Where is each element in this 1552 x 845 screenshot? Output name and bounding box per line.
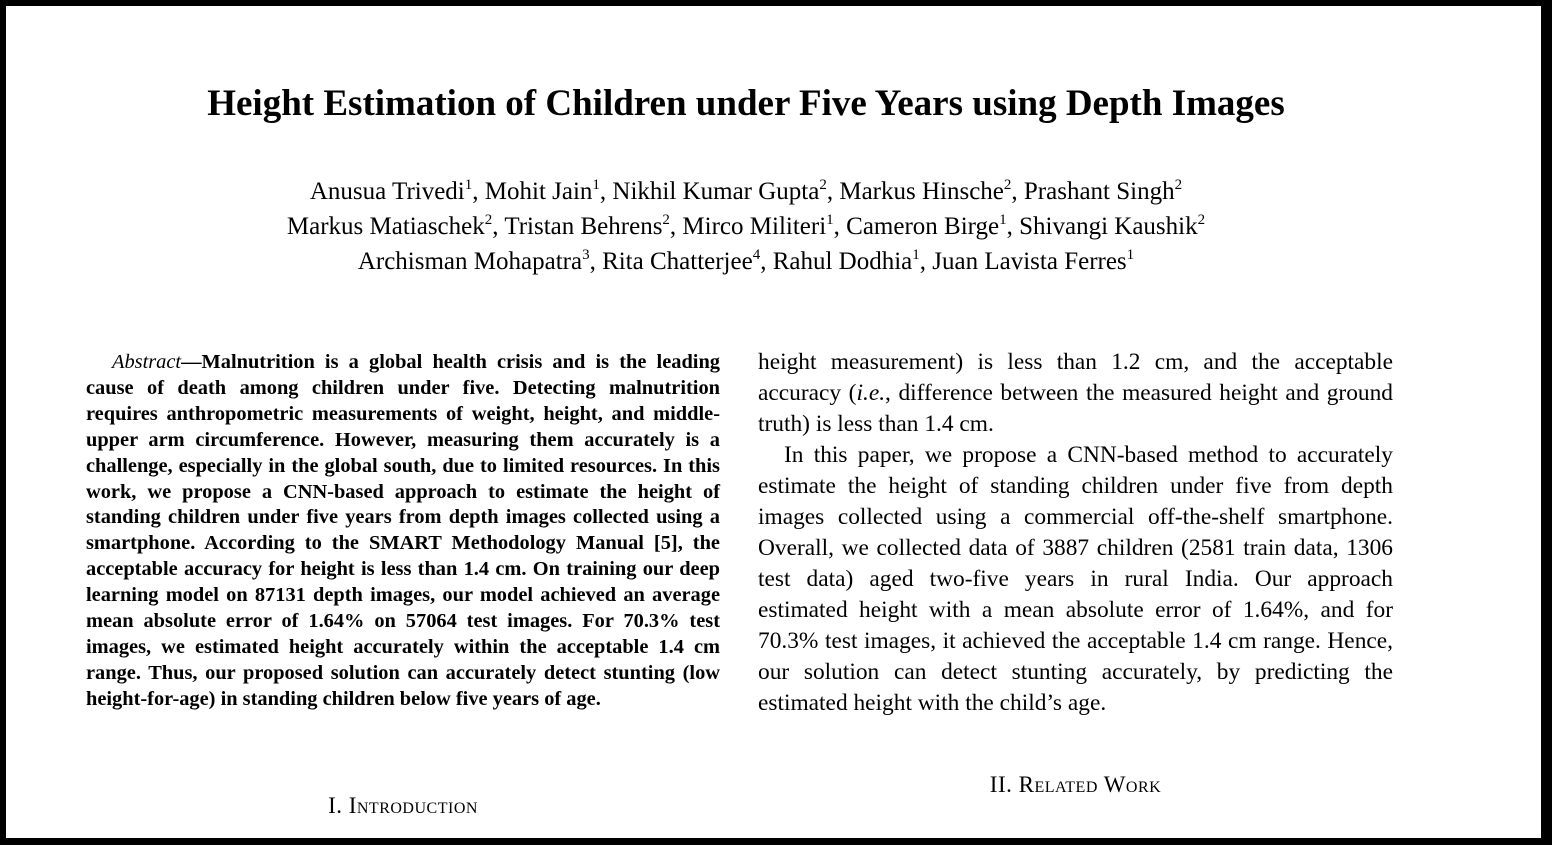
author-affiliation: 1 (999, 212, 1007, 228)
section-heading-related-work: II. Related Work (989, 772, 1162, 797)
author-affiliation: 2 (484, 212, 493, 228)
author-affiliation: 1 (912, 247, 920, 263)
author-separator: , (833, 213, 847, 240)
author-affiliation: 3 (582, 247, 590, 263)
author-separator: , (472, 178, 485, 205)
author-affiliation: 1 (826, 212, 834, 228)
author-affiliation: 2 (662, 212, 670, 228)
author-affiliation: 2 (1174, 177, 1183, 193)
author-separator: , (589, 248, 603, 275)
author-affiliation: 2 (819, 177, 827, 193)
right-column (758, 347, 1393, 719)
author-line (6, 244, 1486, 279)
author-separator: , (826, 178, 840, 205)
abstract-paragraph (86, 350, 720, 713)
abstract-text: Malnutrition is a global health crisis and is the leading cause of death among children under five. Detecting malnutrition requires anthropometric measurements of weight, height, and middle-upper arm circumference. However, measuring them accurately is a challenge, especially in the global south, due to limited resources. In this work, we propose a CNN-based approach to estimate the height of standing children under five years from depth images collected using a smartphone. According to the SMART Methodology Manual [5], the acceptable accuracy for height is less than 1.4 cm. On training our deep learning model on 87131 depth images, our model achieved an average mean absolute error of 1.64% on 57064 test images. For 70.3% test images, we estimated height accurately within the acceptable 1.4 cm range. Thus, our proposed solution can accurately detect stunting (low height-for-age) in standing children below five years of age. (86, 351, 720, 710)
body-paragraph: In this paper, we propose a CNN-based method to accurately estimate the height of standing children under five from depth images collected using a commercial off-the-shelf smartphone. Overall, we collected data of 3887 children (2581 train data, 1306 test data) aged two-five years in rural India. Our approach estimated height with a mean absolute error of 1.64%, and for 70.3% test images, it achieved the acceptable 1.4 cm range. Hence, our solution can detect stunting accurately, by predicting the estimated height with the child’s age. (758, 442, 1393, 716)
author-separator: , (669, 213, 683, 240)
author-name: Shivangi Kaushik (1019, 213, 1198, 240)
paper-page (6, 6, 1541, 838)
author-name: Mohit Jain (484, 178, 593, 205)
author-separator: , (599, 178, 613, 205)
author-name: Prashant Singh (1023, 178, 1175, 205)
author-name: Markus Matiaschek (286, 213, 485, 240)
author-name: Markus Hinsche (839, 178, 1004, 205)
abstract-label: Abstract (112, 351, 182, 373)
author-list (6, 174, 1486, 279)
body-paragraph: height measurement) is less than 1.2 cm, and the acceptable accuracy (i.e., difference between the measured height and ground truth) is less than 1.4 cm. (758, 349, 1393, 437)
author-name: Anusua Trivedi (309, 178, 465, 205)
author-line (6, 174, 1486, 209)
author-line (6, 209, 1486, 244)
author-affiliation: 4 (752, 247, 761, 263)
author-affiliation: 2 (1003, 177, 1012, 193)
abstract-dash: — (181, 351, 202, 373)
author-separator: , (492, 213, 505, 240)
author-separator: , (1011, 178, 1024, 205)
author-name: Mirco Militeri (682, 213, 827, 240)
author-separator: , (1006, 213, 1020, 240)
author-separator: , (760, 248, 773, 275)
author-name: Rahul Dodhia (772, 248, 913, 275)
author-name: Tristan Behrens (504, 213, 663, 240)
author-name: Rita Chatterjee (602, 248, 753, 275)
abstract (86, 350, 720, 713)
author-affiliation: 2 (1197, 212, 1206, 228)
section-heading-introduction: I. Introduction (328, 793, 478, 818)
author-name: Nikhil Kumar Gupta (612, 178, 820, 205)
author-name: Cameron Birge (846, 213, 1000, 240)
author-affiliation: 1 (1126, 247, 1135, 263)
paper-title: Height Estimation of Children under Five Years using Depth Images (207, 83, 1285, 124)
author-name: Archisman Mohapatra (357, 248, 583, 275)
author-affiliation: 1 (592, 177, 600, 193)
author-separator: , (919, 248, 933, 275)
author-name: Juan Lavista Ferres (932, 248, 1127, 275)
author-affiliation: 1 (464, 177, 473, 193)
